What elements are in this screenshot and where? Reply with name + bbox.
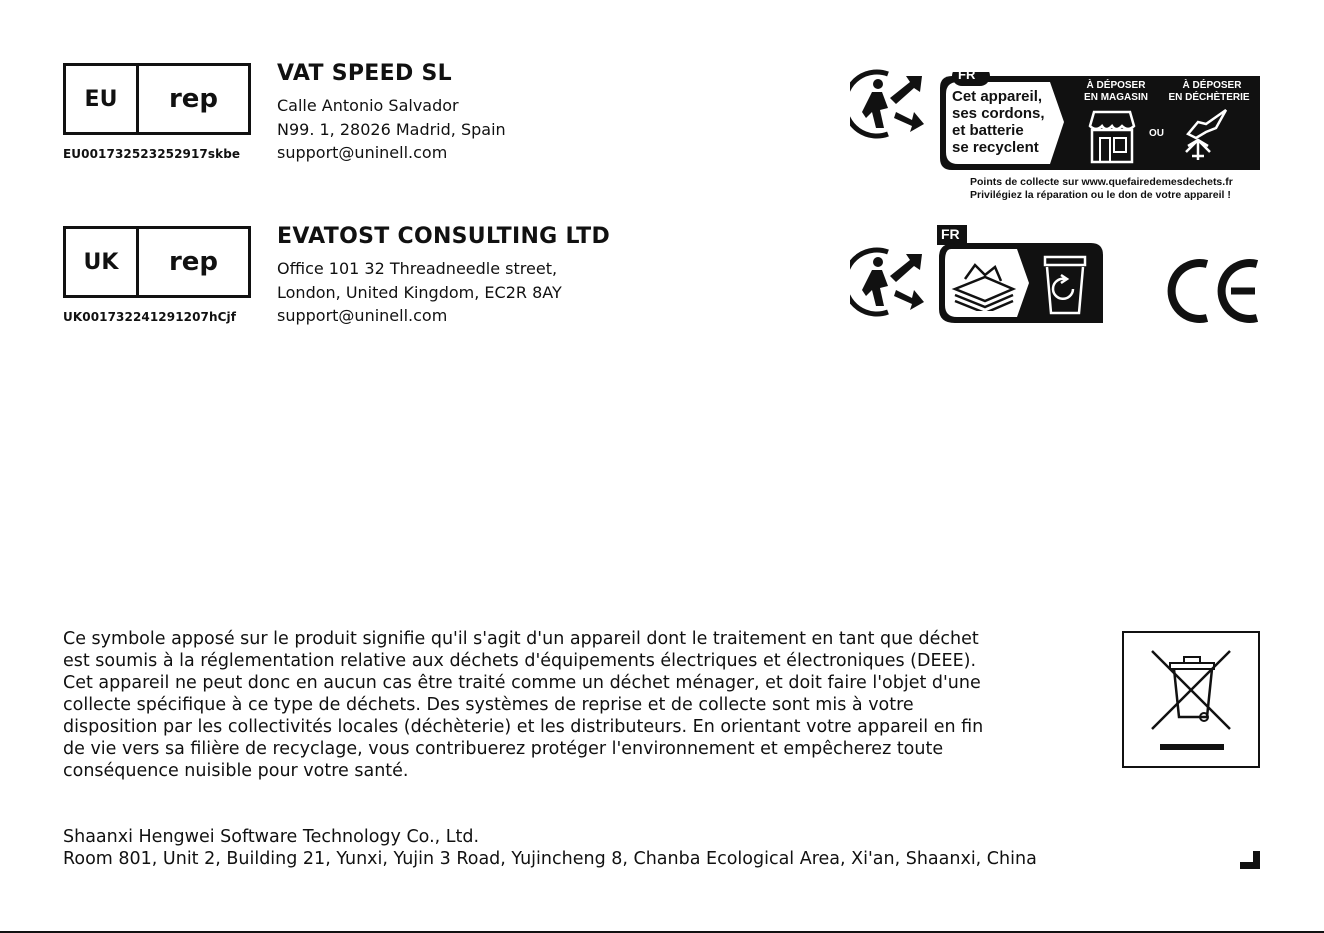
weee-notice-line: collecte spécifique à ce type de déchets. Des systèmes de reprise et de collecte sont mis à votre [63,695,914,715]
weee-notice [63,628,1113,782]
weee-notice-line: conséquence nuisible pour votre santé. [63,761,409,781]
weee-notice-line: est soumis à la réglementation relative aux déchets d'équipements électriques et électroniques (DEEE). [63,651,977,671]
uk-rep-email[interactable]: support@uninell.com [277,306,448,325]
eu-rep-label: EU [66,66,139,132]
manufacturer-address: Room 801, Unit 2, Building 21, Yunxi, Yujin 3 Road, Yujincheng 8, Chanba Ecological Area, Xi'an, Shaanxi, China [63,849,1037,869]
weee-notice-line: Ce symbole apposé sur le produit signifie qu'il s'agit d'un appareil dont le traitement en tant que déchet [63,629,979,649]
store-icon [1084,108,1140,164]
triman-line: se recyclent [952,139,1039,156]
option-center-subtitle: EN DÉCHÈTERIE [1168,92,1250,103]
triman-line: ses cordons, [952,105,1045,122]
hand-deposit-icon [1176,106,1234,164]
ce-mark-icon [1165,256,1261,326]
weee-notice-line: de vie vers sa filière de recyclage, vous contribuerez protéger l'environnement et empêcherez toute [63,739,944,759]
weee-notice-line: disposition par les collectivités locales (déchèterie) et les distributeurs. En orientant votre appareil en fin [63,717,984,737]
weee-symbol-box [1122,631,1260,768]
paper-icon [951,259,1017,311]
triman-line: Cet appareil, [952,88,1043,105]
triman-icon [850,246,930,318]
weee-notice-line: Cet appareil ne peut donc en aucun cas être traité comme un déchet ménager, et doit faire l'objet d'une [63,673,981,693]
uk-rep-company: EVATOST CONSULTING LTD [277,224,611,249]
eu-rep-address-line: Calle Antonio Salvador [277,96,459,115]
triman-footer-line: Points de collecte sur www.quefairedemesdechets.fr [970,176,1233,188]
triman-paper-panel [937,225,1103,325]
uk-rep-rep-label: rep [168,247,219,277]
triman-line: et batterie [952,122,1024,139]
eu-rep-company: VAT SPEED SL [277,61,452,86]
eu-rep-badge [63,63,251,135]
recycle-bin-icon [1039,253,1091,317]
uk-rep-address-line: Office 101 32 Threadneedle street, [277,259,558,278]
eu-rep-email[interactable]: support@uninell.com [277,143,448,162]
eu-rep-rep-label: rep [168,84,219,114]
weee-crossed-bin-icon [1124,633,1258,766]
uk-rep-label: UK [66,229,139,295]
option-center-title: À DÉPOSER [1182,80,1242,91]
or-label: OU [1149,128,1164,139]
corner-mark-icon [1240,851,1260,869]
option-store-subtitle: EN MAGASIN [1084,92,1148,103]
eu-rep-code: EU001732523252917skbe [63,147,241,161]
triman-country-badge: FR [958,67,976,82]
triman-info-panel [938,67,1260,172]
triman-footer-line: Privilégiez la réparation ou le don de votre appareil ! [970,189,1231,201]
triman-country-badge: FR [941,226,960,242]
manufacturer-name: Shaanxi Hengwei Software Technology Co., Ltd. [63,827,480,847]
eu-rep-address-line: N99. 1, 28026 Madrid, Spain [277,120,506,139]
uk-rep-code: UK001732241291207hCjf [63,310,237,324]
uk-rep-badge [63,226,251,298]
triman-icon [850,68,930,140]
uk-rep-address-line: London, United Kingdom, EC2R 8AY [277,283,562,302]
option-store-title: À DÉPOSER [1086,80,1146,91]
